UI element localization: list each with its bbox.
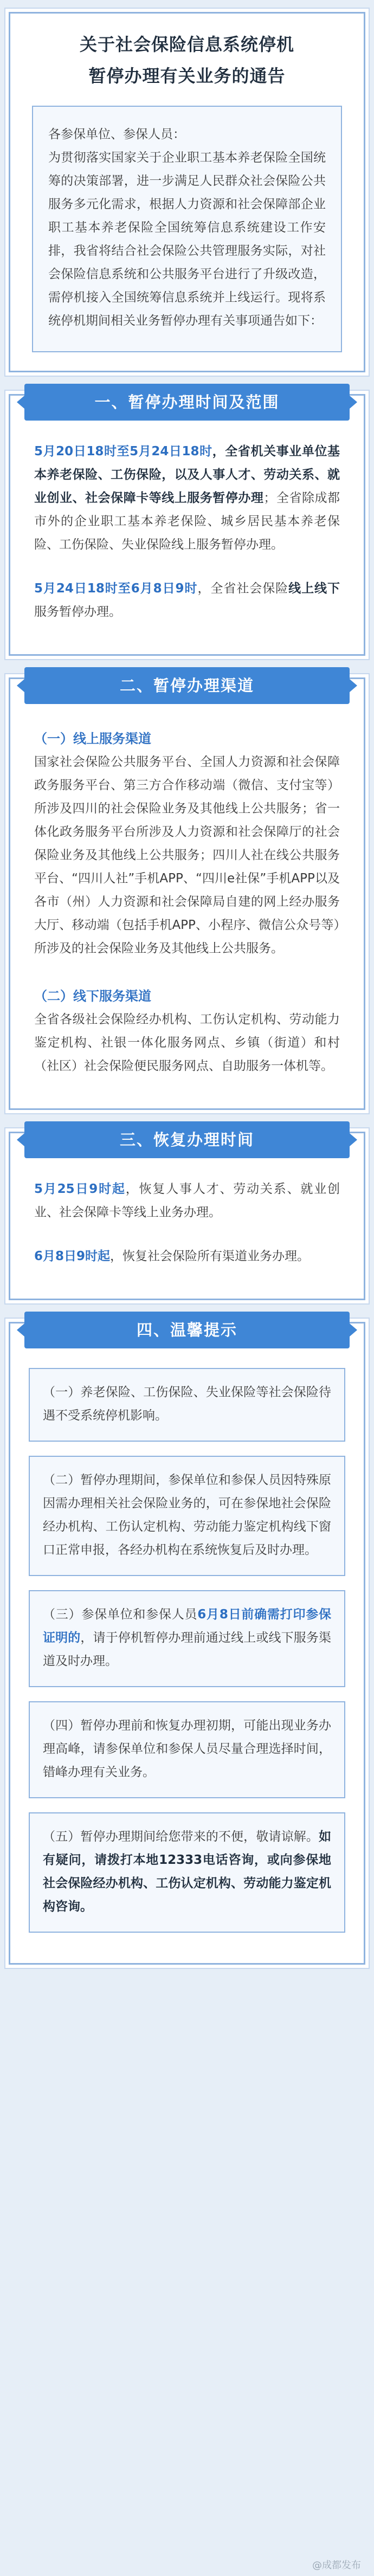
time-range-1: 5月20日18时至5月24日18时 xyxy=(34,444,212,459)
section-1-para-2 xyxy=(34,577,340,624)
section-1-para-2-c: 服务暂停办理。 xyxy=(34,605,121,619)
page-title-line2: 暂停办理有关业务的通告 xyxy=(88,66,286,86)
section-3-para-1 xyxy=(34,1178,340,1224)
tip-2-text: （二）暂停办理期间，参保单位和参保人员因特殊原因需办理相关社会保险业务的，可在参保地社会保险经办机构、工伤认定机构、劳动能力鉴定机构线下窗口正常申报，各经办机构在系统恢复后及时办理。 xyxy=(43,1473,331,1557)
online-channels-heading: （一）线上服务渠道 xyxy=(34,731,151,746)
tip-5-a: （五）暂停办理期间给您带来的不便，敬请谅解。 xyxy=(43,1830,319,1844)
section-1-heading: 一、暂停办理时间及范围 xyxy=(24,384,350,421)
section-1-card xyxy=(9,394,365,656)
section-3-card xyxy=(9,1132,365,1300)
tip-5-b: 如有疑问，请拨打本地12333电话咨询，或向参保地社会保险经办机构、工伤认定机构、劳动能力鉴定机构咨询。 xyxy=(43,1830,331,1914)
tip-5-text xyxy=(43,1825,331,1919)
offline-channels-para: 全省各级社会保险经办机构、工伤认定机构、劳动能力鉴定机构、社银一体化服务网点、乡镇（街道）和村（社区）社会保险便民服务网点、自助服务一体机等。 xyxy=(34,1012,340,1073)
watermark: @成都发布 xyxy=(312,2560,361,2571)
section-4-heading: 四、温馨提示 xyxy=(24,1312,350,1348)
section-2-card xyxy=(9,677,365,1110)
tip-3-highlight: 6月8日前确需打印参保证明的 xyxy=(43,1607,331,1645)
section-1-para-1 xyxy=(34,440,340,557)
tip-3-a: （三）参保单位和参保人员 xyxy=(43,1607,198,1622)
section-1-para-1-rest: ；全省除成都市外的企业职工基本养老保险、城乡居民基本养老保险、工伤保险、失业保险线上服务暂停办理。 xyxy=(34,491,340,552)
section-3-para-2-rest: ，恢复社会保险所有渠道业务办理。 xyxy=(110,1249,310,1263)
tip-2 xyxy=(29,1456,345,1576)
intro-box xyxy=(32,106,342,352)
page-title-line1: 关于社会保险信息系统停机 xyxy=(79,34,294,55)
tip-4-text: （四）暂停办理前和恢复办理初期，可能出现业务办理高峰，请参保单位和参保人员尽量合理选择时间，错峰办理有关业务。 xyxy=(43,1719,331,1779)
tip-3-text xyxy=(43,1603,331,1673)
online-channels-para: 国家社会保险公共服务平台、全国人力资源和社会保障政务服务平台、第三方合作移动端（微信、支付宝等）所涉及四川的社会保险业务及其他线上公共服务；省一体化政务服务平台所涉及人力资源和社会保障厅的社会保险业务及其他线上公共服务；四川人社在线公共服务平台、“四川人社”手机APP、“四川e社保”手机APP以及各市（州）人力资源和社会保障局自建的网上经办服务大厅、移动端（包括手机APP、小程序、微信公众号等）所涉及的社会保险业务及其他线上公共服务。 xyxy=(34,755,340,955)
section-4 xyxy=(0,1322,374,1965)
tip-4 xyxy=(29,1701,345,1798)
section-1-para-2-a: ，全省社会保险 xyxy=(197,582,289,596)
section-4-card xyxy=(9,1322,365,1965)
section-1-para-2-b: 线上线下 xyxy=(288,582,340,596)
section-1 xyxy=(0,394,374,656)
tip-1 xyxy=(29,1368,345,1442)
offline-channels-heading: （二）线下服务渠道 xyxy=(34,989,151,1004)
section-3-heading: 三、恢复办理时间 xyxy=(24,1121,350,1158)
section-2-heading: 二、暂停办理渠道 xyxy=(24,667,350,704)
section-1-para-1-bold: ，全省机关事业单位基本养老保险、工伤保险，以及人事人才、劳动关系、就业创业、社会保障卡等线上服务暂停办理 xyxy=(34,444,340,505)
resume-time-2: 6月8日9时起 xyxy=(34,1249,111,1263)
tip-3 xyxy=(29,1590,345,1687)
time-range-2: 5月24日18时至6月8日9时 xyxy=(34,582,198,596)
tip-3-b: ，请于停机暂停办理前通过线上或线下服务渠道及时办理。 xyxy=(43,1631,332,1668)
section-3-para-2 xyxy=(34,1245,340,1268)
section-2 xyxy=(0,677,374,1110)
resume-time-1: 5月25日9时起 xyxy=(34,1182,126,1196)
tip-1-text: （一）养老保险、工伤保险、失业保险等社会保险待遇不受系统停机影响。 xyxy=(43,1385,331,1423)
header-card xyxy=(9,12,365,372)
tip-5 xyxy=(29,1812,345,1933)
intro-body: 为贯彻落实国家关于企业职工基本养老保险全国统筹的决策部署，进一步满足人民群众社会保险公共服务多元化需求，根据人力资源和社会保障部企业职工基本养老保险全国统筹信息系统建设工作安排，我省将结合社会保险公共管理服务实际，对社会保险信息系统和公共服务平台进行了升级改造，需停机接入全国统筹信息系统并上线运行。现将系统停机期间相关业务暂停办理有关事项通告如下： xyxy=(48,151,326,328)
salutation: 各参保单位、参保人员： xyxy=(48,127,185,141)
section-3-para-1-rest: ，恢复人事人才、劳动关系、就业创业、社会保障卡等线上业务办理。 xyxy=(34,1182,340,1219)
section-3 xyxy=(0,1132,374,1300)
